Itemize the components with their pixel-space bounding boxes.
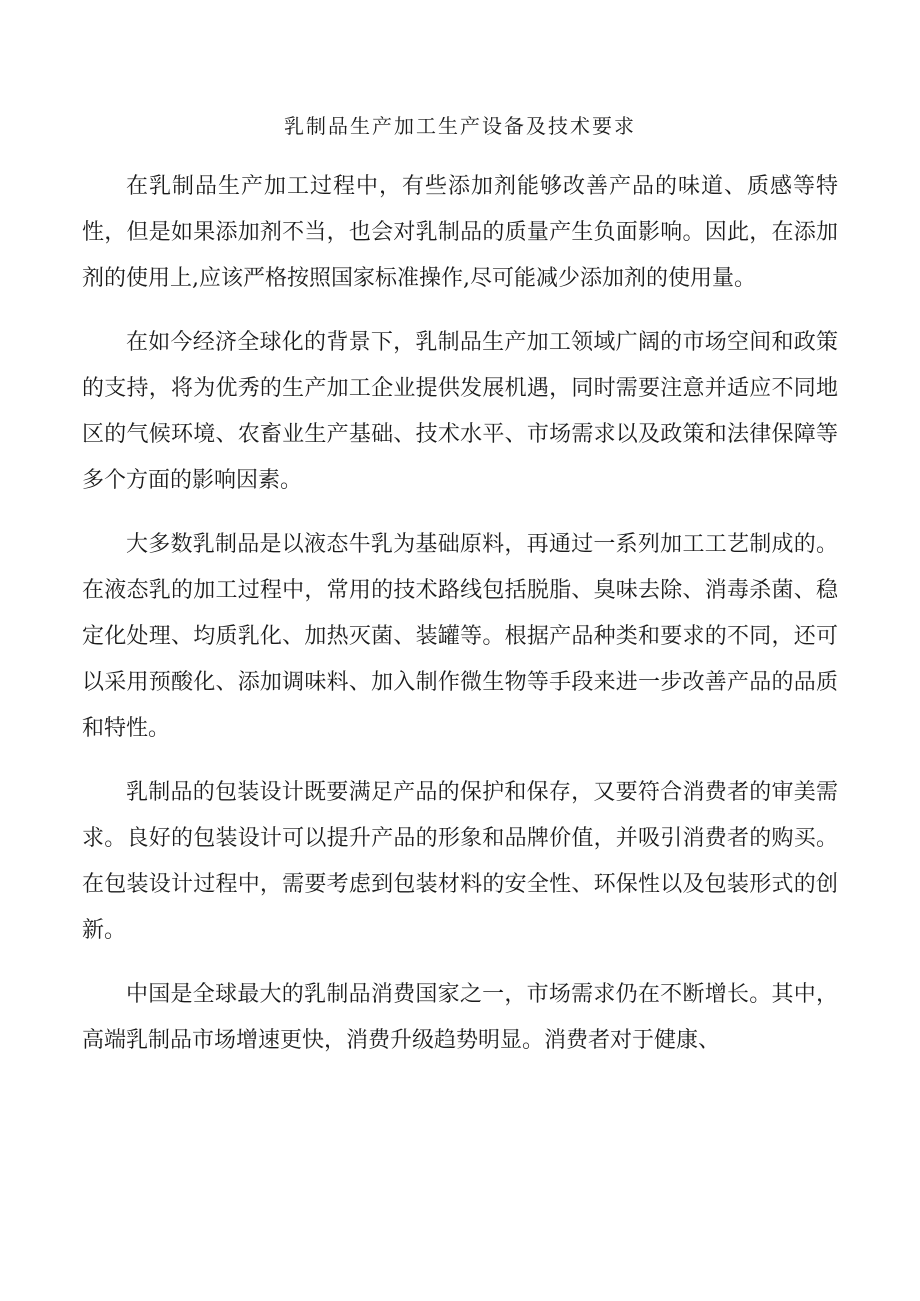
paragraph-globalization: 在如今经济全球化的背景下，乳制品生产加工领域广阔的市场空间和政策的支持，将为优秀的生产加工企业提供发展机遇，同时需要注意并适应不同地区的气候环境、农畜业生产基础、技术水平、市场需求以及政策和法律保障等多个方面的影响因素。 bbox=[82, 330, 838, 493]
document-body bbox=[82, 164, 838, 1064]
paragraph-additives: 在乳制品生产加工过程中，有些添加剂能够改善产品的味道、质感等特性，但是如果添加剂不当，也会对乳制品的质量产生负面影响。因此，在添加剂的使用上,应该严格按照国家标准操作,尽可能减少添加剂的使用量。 bbox=[82, 174, 838, 291]
document-title: 乳制品生产加工生产设备及技术要求 bbox=[284, 114, 636, 138]
paragraph-processing: 大多数乳制品是以液态牛乳为基础原料，再通过一系列加工工艺制成的。在液态乳的加工过程中，常用的技术路线包括脱脂、臭味去除、消毒杀菌、稳定化处理、均质乳化、加热灭菌、装罐等。根据产品种类和要求的不同，还可以采用预酸化、添加调味料、加入制作微生物等手段来进一步改善产品的品质和特性。 bbox=[82, 532, 838, 741]
paragraph-market: 中国是全球最大的乳制品消费国家之一，市场需求仍在不断增长。其中，高端乳制品市场增速更快，消费升级趋势明显。消费者对于健康、 bbox=[82, 982, 838, 1053]
paragraph-packaging: 乳制品的包装设计既要满足产品的保护和保存，又要符合消费者的审美需求。良好的包装设计可以提升产品的形象和品牌价值，并吸引消费者的购买。在包装设计过程中，需要考虑到包装材料的安全性、环保性以及包装形式的创新。 bbox=[82, 780, 838, 943]
